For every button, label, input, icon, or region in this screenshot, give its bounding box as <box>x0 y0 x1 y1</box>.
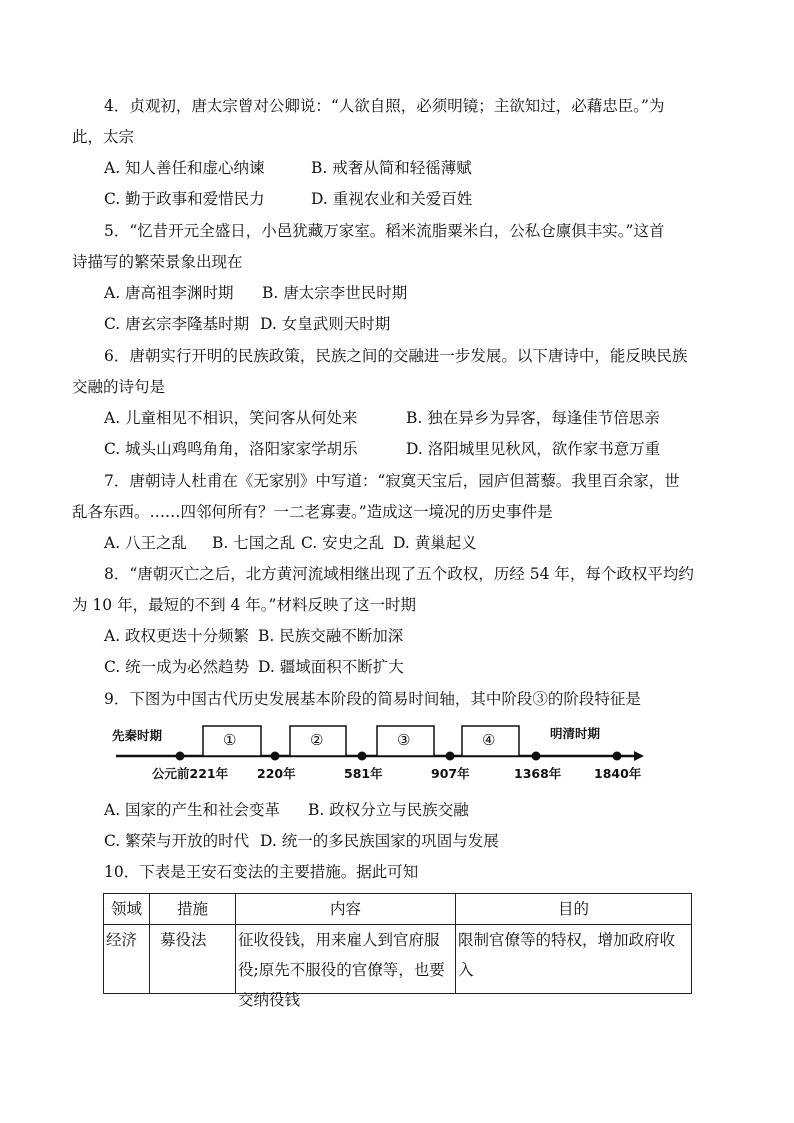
q8-option-a: A. 政权更迭十分频繁 <box>104 627 250 645</box>
reform-measures-table <box>103 893 692 1009</box>
q4-option-c: C. 勤于政事和爱惜民力 <box>104 190 265 208</box>
tick-dot-6 <box>613 752 622 761</box>
cell-measure-wrap <box>150 925 236 994</box>
stage-label-3: ③ <box>397 731 411 749</box>
q5-option-d: D. 女皇武则天时期 <box>260 315 391 333</box>
q5-stem-line2: 诗描写的繁荣景象出现在 <box>72 253 243 271</box>
cell-measure: 募役法 <box>160 931 207 949</box>
q7-option-a: A. 八王之乱 <box>104 534 188 552</box>
cell-field: 经济 <box>106 931 138 949</box>
timeline-left-label: 先秦时期 <box>112 728 163 743</box>
q9-option-c: C. 繁荣与开放的时代 <box>104 832 250 850</box>
table-header-row <box>104 894 692 925</box>
q9-option-a: A. 国家的产生和社会变革 <box>104 801 281 819</box>
tick-label-4: 907年 <box>431 766 470 781</box>
q9-option-d: D. 统一的多民族国家的巩固与发展 <box>260 832 499 850</box>
q7-option-c: C. 安史之乱 <box>301 534 385 552</box>
q4-stem-line2: 此，太宗 <box>72 128 135 146</box>
cell-content-wrap <box>236 925 456 1009</box>
q6-option-d: D. 洛阳城里见秋风，欲作家书意万重 <box>406 440 661 458</box>
header-purpose: 目的 <box>456 894 692 925</box>
stage-label-4: ④ <box>482 731 496 749</box>
q7-stem-line1: 7．唐朝诗人杜甫在《无家别》中写道：“寂寞天宝后，园庐但蒿藜。我里百余家，世 <box>104 472 680 490</box>
cell-purpose: 限制官僚等的特权，增加政府收入 <box>458 931 676 979</box>
cell-content: 征收役钱，用来雇人到官府服役;原先不服役的官僚等，也要交纳役钱 <box>238 931 445 1009</box>
q10-stem: 10．下表是王安石变法的主要措施。据此可知 <box>104 863 419 881</box>
q9-option-b: B. 政权分立与民族交融 <box>308 801 469 819</box>
q5-option-c: C. 唐玄宗李隆基时期 <box>104 315 250 333</box>
q4-option-b: B. 戒奢从简和轻徭薄赋 <box>311 159 472 177</box>
q8-option-d: D. 疆域面积不断扩大 <box>258 658 404 676</box>
q6-option-a: A. 儿童相见不相识，笑问客从何处来 <box>104 409 358 427</box>
tick-label-5: 1368年 <box>514 766 562 781</box>
q6-option-c: C. 城头山鸡鸣角角，洛阳家家学胡乐 <box>104 440 358 458</box>
q6-stem-line1: 6．唐朝实行开明的民族政策，民族之间的交融进一步发展。以下唐诗中，能反映民族 <box>104 347 688 365</box>
q4-option-a: A. 知人善任和虚心纳谏 <box>104 159 265 177</box>
tick-dot-1 <box>176 752 185 761</box>
table-row <box>104 925 692 994</box>
q8-option-c: C. 统一成为必然趋势 <box>104 658 250 676</box>
stage-label-1: ① <box>223 731 237 749</box>
tick-dot-2 <box>271 752 280 761</box>
q4-stem-line1: 4．贞观初，唐太宗曾对公卿说：“人欲自照，必须明镜；主欲知过，必藉忠臣。”为 <box>104 97 665 115</box>
q9-stem: 9．下图为中国古代历史发展基本阶段的简易时间轴，其中阶段③的阶段特征是 <box>104 690 641 708</box>
tick-dot-3 <box>358 752 367 761</box>
q7-stem-line2: 乱各东西。……四邻何所有？一二老寡妻。”造成这一境况的历史事件是 <box>72 503 553 521</box>
q6-stem-line2: 交融的诗句是 <box>72 378 166 396</box>
tick-label-3: 581年 <box>344 766 383 781</box>
header-content: 内容 <box>236 894 456 925</box>
timeline-right-label: 明清时期 <box>550 726 601 741</box>
history-timeline <box>112 718 652 788</box>
q5-option-a: A. 唐高祖李渊时期 <box>104 284 234 302</box>
tick-dot-5 <box>532 752 541 761</box>
tick-dot-4 <box>446 752 455 761</box>
stage-label-2: ② <box>310 731 324 749</box>
timeline-arrowhead <box>634 751 644 761</box>
header-measure: 措施 <box>150 894 236 925</box>
q8-option-b: B. 民族交融不断加深 <box>258 627 404 645</box>
q8-stem-line2: 为 10 年，最短的不到 4 年。”材料反映了这一时期 <box>72 596 416 614</box>
q5-option-b: B. 唐太宗李世民时期 <box>262 284 408 302</box>
tick-label-6: 1840年 <box>594 766 642 781</box>
q7-option-b: B. 七国之乱 <box>212 534 296 552</box>
q7-option-d: D. 黄巢起义 <box>393 534 477 552</box>
q8-stem-line1: 8．“唐朝灭亡之后，北方黄河流域相继出现了五个政权，历经 54 年，每个政权平均约 <box>104 565 694 583</box>
cell-purpose-wrap <box>456 925 692 994</box>
tick-label-2: 220年 <box>257 766 296 781</box>
tick-label-1: 公元前221年 <box>152 766 229 781</box>
q5-stem-line1: 5．“忆昔开元全盛日，小邑犹藏万家室。稻米流脂粟米白，公私仓廪俱丰实。”这首 <box>104 222 665 240</box>
header-field: 领域 <box>104 894 150 925</box>
q4-option-d: D. 重视农业和关爱百姓 <box>311 190 473 208</box>
q6-option-b: B. 独在异乡为异客，每逢佳节倍思亲 <box>406 409 660 427</box>
cell-field-wrap <box>104 925 150 994</box>
